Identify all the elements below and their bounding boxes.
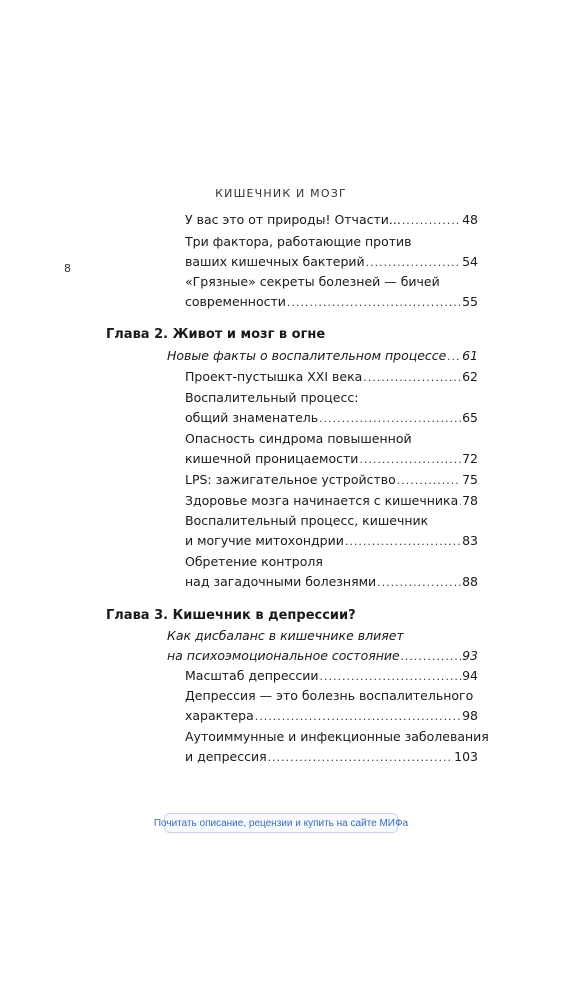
toc-entry: Опасность синдрома повышенной — [185, 431, 412, 446]
chapter-title: Глава 2. Живот и мозг в огне — [106, 327, 326, 342]
toc-entry: Три фактора, работающие против — [185, 234, 412, 249]
toc-entry: Обретение контроля — [185, 554, 323, 569]
toc-entry: Здоровье мозга начинается с кишечника ..... 78 — [185, 493, 478, 510]
toc-entry: Проект-пустышка XXI века ..... 62 — [185, 369, 478, 386]
toc-entry: кишечной проницаемости ..... 72 — [185, 451, 478, 468]
toc-entry: Воспалительный процесс: — [185, 390, 359, 405]
toc-entry: характера ..... 98 — [185, 708, 478, 725]
toc-entry: над загадочными болезнями ..... 88 — [185, 574, 478, 591]
toc-entry: LPS: зажигательное устройство ..... 75 — [185, 472, 478, 489]
chapter-subtitle: Как дисбаланс в кишечнике влияет — [167, 628, 404, 643]
toc-entry: Воспалительный процесс, кишечник — [185, 513, 429, 528]
toc-entry: Аутоиммунные и инфекционные заболевания — [185, 729, 489, 744]
toc-entry: Масштаб депрессии ..... 94 — [185, 668, 478, 685]
toc-entry: ваших кишечных бактерий ..... 54 — [185, 254, 478, 271]
toc-entry: современности ..... 55 — [185, 294, 478, 311]
chapter-subtitle: Новые факты о воспалительном процессе ..... 61 — [167, 348, 478, 365]
toc-entry: Депрессия — это болезнь воспалительного — [185, 688, 474, 703]
toc-entry: У вас это от природы! Отчасти... ..... 48 — [185, 212, 478, 229]
toc-entry: общий знаменатель ..... 65 — [185, 410, 478, 427]
toc-entry: и депрессия ..... 103 — [185, 749, 478, 766]
toc-entry: и могучие митохондрии ..... 83 — [185, 533, 478, 550]
toc-entry: «Грязные» секреты болезней — бичей — [185, 274, 440, 289]
chapter-subtitle: на психоэмоциональное состояние ..... 93 — [167, 648, 478, 665]
buy-on-mif-link[interactable]: Почитать описание, рецензии и купить на сайте МИФа — [164, 813, 398, 833]
chapter-title: Глава 3. Кишечник в депрессии? — [106, 608, 356, 623]
page-number: 8 — [64, 262, 71, 275]
running-head: КИШЕЧНИК И МОЗГ — [215, 187, 347, 200]
